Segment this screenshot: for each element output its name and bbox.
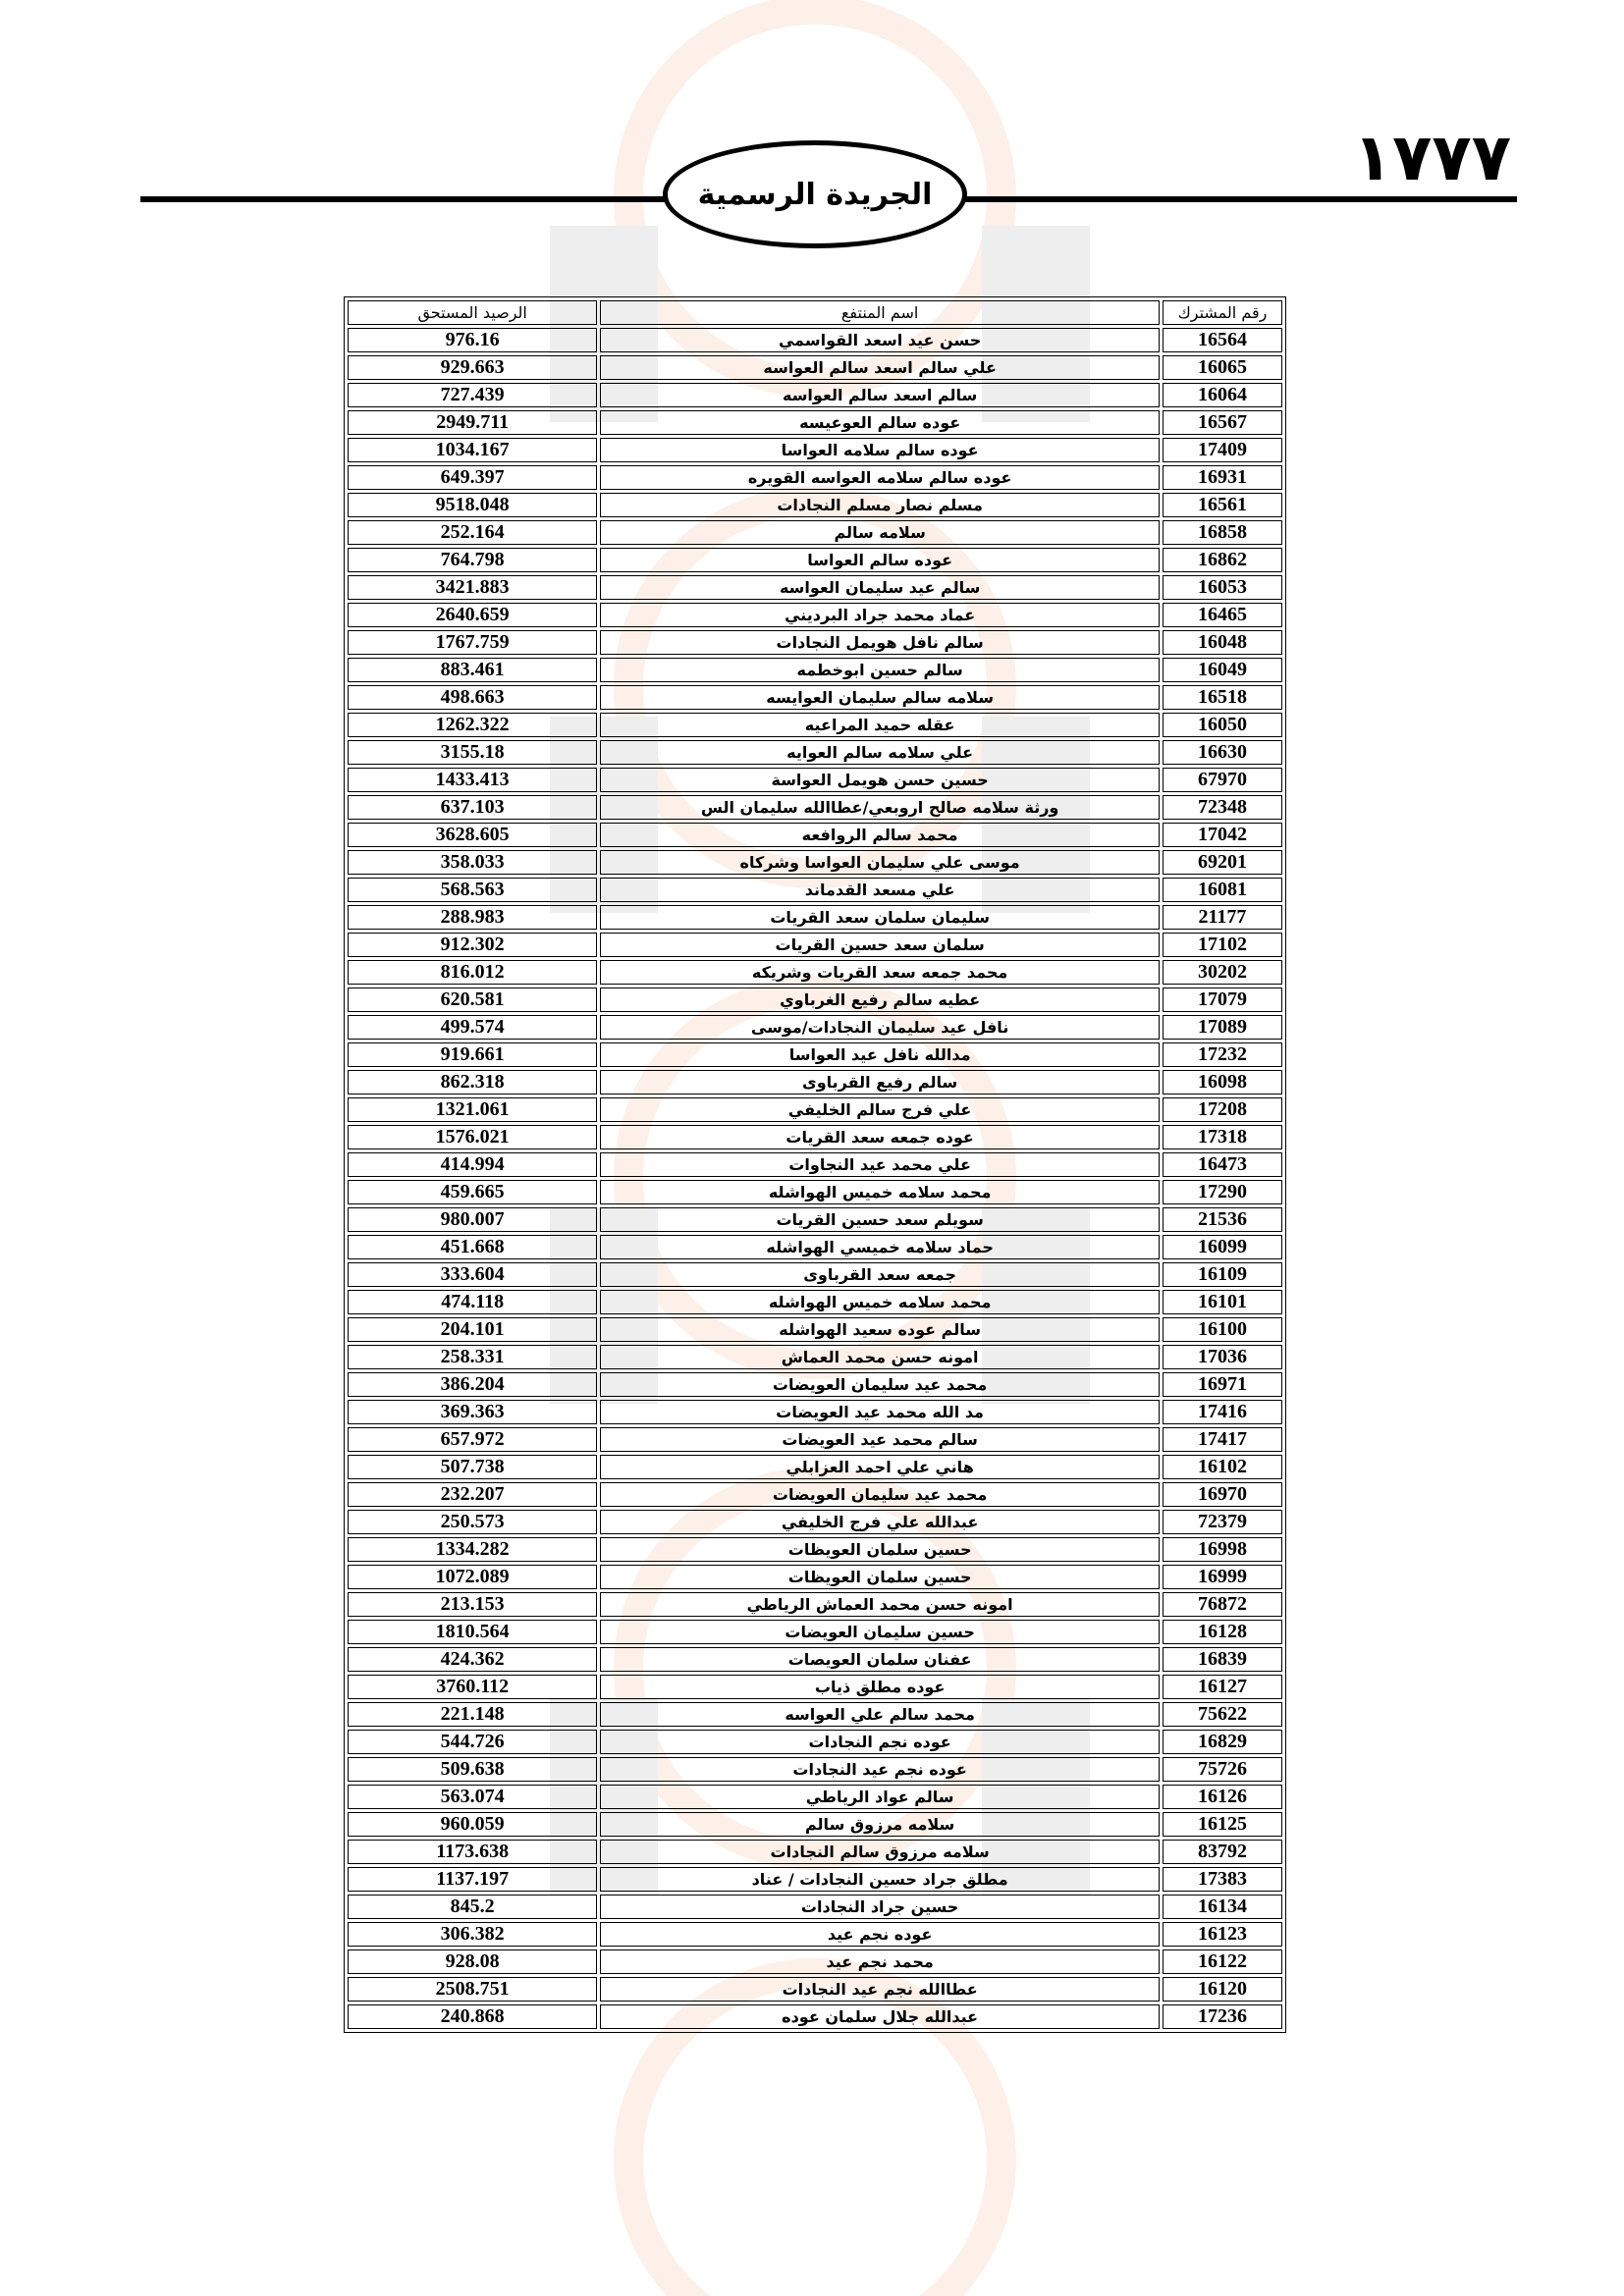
subscriber-number-cell: 17383 (1163, 1867, 1282, 1892)
table-row (348, 1922, 1282, 1947)
balance-cell: 498.663 (348, 685, 597, 710)
balance-cell: 451.668 (348, 1235, 597, 1259)
balance-cell: 509.638 (348, 1757, 597, 1782)
balance-cell: 929.663 (348, 355, 597, 380)
subscriber-number-cell: 16839 (1163, 1647, 1282, 1672)
beneficiary-name-cell: عوده سالم سلامه العواسا (600, 438, 1160, 462)
subscriber-number-cell: 16134 (1163, 1895, 1282, 1919)
subscriber-number-cell: 16126 (1163, 1785, 1282, 1809)
balance-cell: 204.101 (348, 1317, 597, 1342)
subscriber-number-cell: 16561 (1163, 493, 1282, 517)
subscriber-number-cell: 17036 (1163, 1345, 1282, 1369)
beneficiary-name-cell: سلمان سعد حسين القريات (600, 933, 1160, 957)
subscriber-number-cell: 69201 (1163, 850, 1282, 875)
beneficiary-name-cell: امونه حسن محمد العماش (600, 1345, 1160, 1369)
beneficiary-name-cell: حسن عيد اسعد القواسمي (600, 328, 1160, 352)
subscriber-number-cell: 16862 (1163, 548, 1282, 572)
beneficiary-name-cell: سالم عوده سعيد الهواشله (600, 1317, 1160, 1342)
table-row (348, 795, 1282, 820)
beneficiary-name-cell: سالم اسعد سالم العواسه (600, 383, 1160, 407)
beneficiary-name-cell: حسين سلمان العويظات (600, 1537, 1160, 1562)
beneficiary-name-cell: محمد سالم الروافعه (600, 823, 1160, 847)
table-row (348, 1042, 1282, 1067)
table-row (348, 575, 1282, 600)
beneficiary-name-cell: موسى علي سليمان العواسا وشركاه (600, 850, 1160, 875)
table-row (348, 1262, 1282, 1287)
table-row (348, 1785, 1282, 1809)
subscriber-number-cell: 16931 (1163, 465, 1282, 490)
subscriber-number-cell: 17236 (1163, 2004, 1282, 2029)
beneficiary-name-cell: عبدالله علي فرج الخليفي (600, 1510, 1160, 1534)
table-row (348, 685, 1282, 710)
subscriber-number-cell: 16120 (1163, 1977, 1282, 2002)
subscriber-number-cell: 16970 (1163, 1482, 1282, 1507)
table-row (348, 1537, 1282, 1562)
table-row (348, 1400, 1282, 1424)
table-row (348, 713, 1282, 737)
beneficiary-name-cell: عوده نجم النجادات (600, 1730, 1160, 1754)
balance-cell: 288.983 (348, 905, 597, 930)
subscriber-number-cell: 83792 (1163, 1840, 1282, 1864)
table-row (348, 1620, 1282, 1644)
beneficiary-name-cell: سالم رفيع القرباوى (600, 1070, 1160, 1095)
balance-cell: 9518.048 (348, 493, 597, 517)
gazette-title: الجريدة الرسمية (697, 177, 933, 212)
balance-cell: 3628.605 (348, 823, 597, 847)
subscriber-number-cell: 17416 (1163, 1400, 1282, 1424)
balance-cell: 2949.711 (348, 410, 597, 435)
table-row (348, 1317, 1282, 1342)
beneficiary-name-cell: عوده مطلق ذياب (600, 1675, 1160, 1699)
beneficiary-name-cell: سلامه مرزوق سالم (600, 1812, 1160, 1837)
subscriber-number-cell: 16053 (1163, 575, 1282, 600)
subscriber-number-cell: 16098 (1163, 1070, 1282, 1095)
beneficiary-name-cell: سالم عواد الرياطي (600, 1785, 1160, 1809)
subscriber-number-cell: 21536 (1163, 1207, 1282, 1232)
beneficiary-name-cell: عوده جمعه سعد القريات (600, 1125, 1160, 1149)
beneficiary-name-cell: عوده نجم عيد النجادات (600, 1757, 1160, 1782)
balance-cell: 3760.112 (348, 1675, 597, 1699)
beneficiary-name-cell: سالم محمد عيد العويضات (600, 1427, 1160, 1452)
beneficiary-name-cell: محمد جمعه سعد القريات وشريكه (600, 960, 1160, 985)
subscriber-number-cell: 16081 (1163, 878, 1282, 902)
table-row (348, 1015, 1282, 1040)
page-number: ١٧٧٧ (1352, 120, 1511, 195)
subscriber-number-cell: 16128 (1163, 1620, 1282, 1644)
balance-cell: 1137.197 (348, 1867, 597, 1892)
subscriber-number-cell: 72348 (1163, 795, 1282, 820)
subscriber-number-cell: 16101 (1163, 1290, 1282, 1314)
beneficiary-name-cell: محمد سلامه خميس الهواشله (600, 1290, 1160, 1314)
beneficiary-name-cell: محمد عيد سليمان العويضات (600, 1482, 1160, 1507)
subscriber-number-cell: 16100 (1163, 1317, 1282, 1342)
subscriber-number-cell: 17089 (1163, 1015, 1282, 1040)
beneficiary-name-cell: امونه حسن محمد العماش الرياطي (600, 1592, 1160, 1617)
subscriber-number-cell: 17409 (1163, 438, 1282, 462)
table-row (348, 1812, 1282, 1837)
table-row (348, 1345, 1282, 1369)
balance-cell: 912.302 (348, 933, 597, 957)
balance-cell: 3155.18 (348, 740, 597, 765)
beneficiary-name-cell: محمد سالم علي العواسه (600, 1702, 1160, 1727)
table-row (348, 768, 1282, 792)
balance-cell: 459.665 (348, 1180, 597, 1204)
balance-cell: 1433.413 (348, 768, 597, 792)
subscriber-number-cell: 16829 (1163, 1730, 1282, 1754)
table-row (348, 850, 1282, 875)
table-row (348, 520, 1282, 545)
beneficiary-name-cell: علي فرج سالم الخليفي (600, 1097, 1160, 1122)
beneficiary-name-cell: عطاالله نجم عيد النجادات (600, 1977, 1160, 2002)
balance-cell: 240.868 (348, 2004, 597, 2029)
table-row (348, 355, 1282, 380)
balance-cell: 232.207 (348, 1482, 597, 1507)
beneficiary-name-cell: مسلم نصار مسلم النجادات (600, 493, 1160, 517)
subscriber-number-cell: 16125 (1163, 1812, 1282, 1837)
balance-cell: 919.661 (348, 1042, 597, 1067)
subscriber-number-cell: 72379 (1163, 1510, 1282, 1534)
balance-cell: 252.164 (348, 520, 597, 545)
beneficiary-name-cell: حسين حسن هويمل العواسة (600, 768, 1160, 792)
beneficiary-name-cell: مد الله محمد عيد العويضات (600, 1400, 1160, 1424)
balance-cell: 976.16 (348, 328, 597, 352)
table-row (348, 905, 1282, 930)
table-row (348, 1482, 1282, 1507)
subscriber-number-cell: 17042 (1163, 823, 1282, 847)
beneficiary-name-cell: نافل عيد سليمان النجادات/موسى (600, 1015, 1160, 1040)
table-row (348, 1455, 1282, 1479)
subscriber-number-cell: 76872 (1163, 1592, 1282, 1617)
beneficiary-name-cell: مدالله نافل عيد العواسا (600, 1042, 1160, 1067)
balance-cell: 764.798 (348, 548, 597, 572)
balance-cell: 1810.564 (348, 1620, 597, 1644)
subscriber-number-cell: 16564 (1163, 328, 1282, 352)
table-header-row (348, 300, 1282, 325)
table-row (348, 1730, 1282, 1754)
table-row (348, 740, 1282, 765)
balance-cell: 2508.751 (348, 1977, 597, 2002)
balance-cell: 306.382 (348, 1922, 597, 1947)
beneficiary-name-cell: سالم عيد سليمان العواسه (600, 575, 1160, 600)
table-row (348, 658, 1282, 682)
balance-cell: 424.362 (348, 1647, 597, 1672)
table-row (348, 1427, 1282, 1452)
beneficiary-name-cell: علي سلامه سالم العوايه (600, 740, 1160, 765)
subscriber-number-cell: 16858 (1163, 520, 1282, 545)
subscriber-number-cell: 17102 (1163, 933, 1282, 957)
balance-cell: 1576.021 (348, 1125, 597, 1149)
balance-cell: 507.738 (348, 1455, 597, 1479)
table-row (348, 823, 1282, 847)
subscriber-number-cell: 17079 (1163, 988, 1282, 1012)
table-row (348, 1675, 1282, 1699)
balance-cell: 816.012 (348, 960, 597, 985)
subscriber-number-cell: 16567 (1163, 410, 1282, 435)
subscriber-number-cell: 17290 (1163, 1180, 1282, 1204)
table-row (348, 1097, 1282, 1122)
table-row (348, 1647, 1282, 1672)
table-row (348, 2004, 1282, 2029)
table-row (348, 1125, 1282, 1149)
subscriber-number-cell: 16099 (1163, 1235, 1282, 1259)
subscriber-number-cell: 16998 (1163, 1537, 1282, 1562)
balance-cell: 213.153 (348, 1592, 597, 1617)
table-row (348, 630, 1282, 655)
subscriber-number-cell: 75622 (1163, 1702, 1282, 1727)
subscriber-number-cell: 16465 (1163, 603, 1282, 627)
beneficiary-name-cell: عماد محمد جراد البرديني (600, 603, 1160, 627)
subscriber-number-cell: 17417 (1163, 1427, 1282, 1452)
beneficiary-name-cell: علي سالم اسعد سالم العواسه (600, 355, 1160, 380)
table-row (348, 1565, 1282, 1589)
balance-cell: 1321.061 (348, 1097, 597, 1122)
beneficiary-name-cell: حسين سليمان العويضات (600, 1620, 1160, 1644)
subscriber-number-cell: 16109 (1163, 1262, 1282, 1287)
subscriber-number-cell: 16127 (1163, 1675, 1282, 1699)
balance-cell: 333.604 (348, 1262, 597, 1287)
beneficiary-name-cell: سلامه سالم (600, 520, 1160, 545)
beneficiary-name-cell: حماد سلامه خميسي الهواشله (600, 1235, 1160, 1259)
balance-cell: 657.972 (348, 1427, 597, 1452)
balance-cell: 727.439 (348, 383, 597, 407)
balance-cell: 1173.638 (348, 1840, 597, 1864)
table-row (348, 1757, 1282, 1782)
table-body (348, 328, 1282, 2029)
beneficiary-name-cell: جمعه سعد القرباوى (600, 1262, 1160, 1287)
beneficiary-name-cell: عقله حميد المراعيه (600, 713, 1160, 737)
balance-cell: 1334.282 (348, 1537, 597, 1562)
table-row (348, 383, 1282, 407)
beneficiary-name-cell: سالم نافل هويمل النجادات (600, 630, 1160, 655)
subscriber-number-cell: 16518 (1163, 685, 1282, 710)
table-row (348, 1949, 1282, 1974)
beneficiary-name-cell: مطلق جراد حسين النجادات / عناد (600, 1867, 1160, 1892)
balance-cell: 221.148 (348, 1702, 597, 1727)
column-header-beneficiary: اسم المنتفع (600, 300, 1160, 325)
balance-cell: 386.204 (348, 1372, 597, 1397)
table-row (348, 1180, 1282, 1204)
gazette-title-oval (663, 140, 967, 248)
subscriber-number-cell: 75726 (1163, 1757, 1282, 1782)
table-row (348, 1372, 1282, 1397)
balance-cell: 358.033 (348, 850, 597, 875)
beneficiary-name-cell: محمد نجم عيد (600, 1949, 1160, 1974)
balance-cell: 862.318 (348, 1070, 597, 1095)
table-row (348, 465, 1282, 490)
balance-cell: 620.581 (348, 988, 597, 1012)
beneficiary-name-cell: عفنان سلمان العويصات (600, 1647, 1160, 1672)
beneficiary-name-cell: عوده نجم عيد (600, 1922, 1160, 1947)
balances-table (344, 296, 1286, 2033)
balance-cell: 883.461 (348, 658, 597, 682)
subscriber-number-cell: 67970 (1163, 768, 1282, 792)
balance-cell: 928.08 (348, 1949, 597, 1974)
balance-cell: 960.059 (348, 1812, 597, 1837)
subscriber-number-cell: 17318 (1163, 1125, 1282, 1149)
balance-cell: 258.331 (348, 1345, 597, 1369)
table-row (348, 1977, 1282, 2002)
balance-cell: 1034.167 (348, 438, 597, 462)
beneficiary-name-cell: عوده سالم سلامه العواسه القويره (600, 465, 1160, 490)
balance-cell: 563.074 (348, 1785, 597, 1809)
beneficiary-name-cell: سلامه مرزوق سالم النجادات (600, 1840, 1160, 1864)
balances-table-container (344, 296, 1286, 2033)
beneficiary-name-cell: سليمان سلمان سعد القريات (600, 905, 1160, 930)
balance-cell: 499.574 (348, 1015, 597, 1040)
table-row (348, 603, 1282, 627)
beneficiary-name-cell: حسين سلمان العويظات (600, 1565, 1160, 1589)
table-row (348, 438, 1282, 462)
table-row (348, 1592, 1282, 1617)
balance-cell: 980.007 (348, 1207, 597, 1232)
table-row (348, 1152, 1282, 1177)
subscriber-number-cell: 16473 (1163, 1152, 1282, 1177)
balance-cell: 568.563 (348, 878, 597, 902)
subscriber-number-cell: 16630 (1163, 740, 1282, 765)
subscriber-number-cell: 21177 (1163, 905, 1282, 930)
table-row (348, 1290, 1282, 1314)
beneficiary-name-cell: سالم حسين ابوخطمه (600, 658, 1160, 682)
table-row (348, 988, 1282, 1012)
column-header-balance: الرصيد المستحق (348, 300, 597, 325)
column-header-subscriber-no: رقم المشترك (1163, 300, 1282, 325)
balance-cell: 845.2 (348, 1895, 597, 1919)
table-row (348, 1207, 1282, 1232)
table-row (348, 1510, 1282, 1534)
balance-cell: 1767.759 (348, 630, 597, 655)
table-row (348, 1702, 1282, 1727)
subscriber-number-cell: 16123 (1163, 1922, 1282, 1947)
balance-cell: 1072.089 (348, 1565, 597, 1589)
beneficiary-name-cell: عوده سالم العواسا (600, 548, 1160, 572)
beneficiary-name-cell: هاني علي احمد العزابلي (600, 1455, 1160, 1479)
beneficiary-name-cell: سويلم سعد حسين القريات (600, 1207, 1160, 1232)
beneficiary-name-cell: علي مسعد القدماند (600, 878, 1160, 902)
balance-cell: 544.726 (348, 1730, 597, 1754)
beneficiary-name-cell: علي محمد عيد النجاوات (600, 1152, 1160, 1177)
subscriber-number-cell: 16102 (1163, 1455, 1282, 1479)
table-row (348, 878, 1282, 902)
table-row (348, 410, 1282, 435)
beneficiary-name-cell: عوده سالم العوعيسه (600, 410, 1160, 435)
beneficiary-name-cell: حسين جراد النجادات (600, 1895, 1160, 1919)
beneficiary-name-cell: محمد عيد سليمان العويضات (600, 1372, 1160, 1397)
table-row (348, 328, 1282, 352)
table-row (348, 548, 1282, 572)
balance-cell: 637.103 (348, 795, 597, 820)
balance-cell: 1262.322 (348, 713, 597, 737)
balance-cell: 369.363 (348, 1400, 597, 1424)
table-row (348, 493, 1282, 517)
subscriber-number-cell: 16971 (1163, 1372, 1282, 1397)
beneficiary-name-cell: عبدالله جلال سلمان عوده (600, 2004, 1160, 2029)
balance-cell: 649.397 (348, 465, 597, 490)
subscriber-number-cell: 16049 (1163, 658, 1282, 682)
subscriber-number-cell: 30202 (1163, 960, 1282, 985)
balance-cell: 3421.883 (348, 575, 597, 600)
beneficiary-name-cell: محمد سلامه خميس الهواشله (600, 1180, 1160, 1204)
beneficiary-name-cell: ورثة سلامه صالح اروبعي/عطاالله سليمان الس (600, 795, 1160, 820)
table-row (348, 1867, 1282, 1892)
table-row (348, 1070, 1282, 1095)
table-row (348, 960, 1282, 985)
subscriber-number-cell: 17232 (1163, 1042, 1282, 1067)
balance-cell: 414.994 (348, 1152, 597, 1177)
subscriber-number-cell: 16064 (1163, 383, 1282, 407)
balance-cell: 474.118 (348, 1290, 597, 1314)
subscriber-number-cell: 17208 (1163, 1097, 1282, 1122)
balance-cell: 250.573 (348, 1510, 597, 1534)
balance-cell: 2640.659 (348, 603, 597, 627)
subscriber-number-cell: 16999 (1163, 1565, 1282, 1589)
subscriber-number-cell: 16048 (1163, 630, 1282, 655)
table-row (348, 933, 1282, 957)
table-row (348, 1840, 1282, 1864)
beneficiary-name-cell: عطيه سالم رفيع الغرباوي (600, 988, 1160, 1012)
table-row (348, 1235, 1282, 1259)
subscriber-number-cell: 16050 (1163, 713, 1282, 737)
table-row (348, 1895, 1282, 1919)
subscriber-number-cell: 16065 (1163, 355, 1282, 380)
beneficiary-name-cell: سلامه سالم سليمان العوايسه (600, 685, 1160, 710)
subscriber-number-cell: 16122 (1163, 1949, 1282, 1974)
